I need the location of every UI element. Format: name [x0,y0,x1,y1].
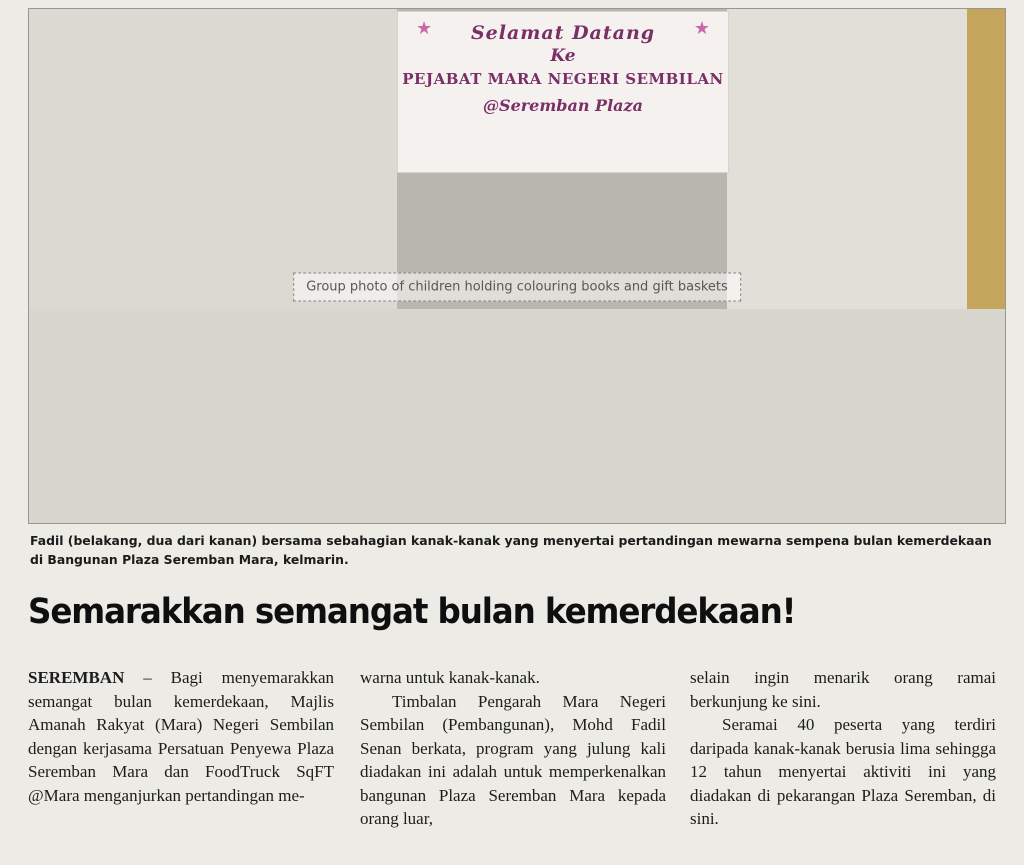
column-3-paragraph-1: selain ingin menarik orang ramai berkunjung ke sini. [690,668,996,711]
column-3-paragraph-2: Seramai 40 peserta yang terdiri daripada kanak-kanak berusia lima sehingga 12 tahun menyertai aktiviti ini yang diadakan di pekarangan Plaza Seremban, di sini. [690,715,996,828]
photo-wall-left [29,9,397,309]
photo-caption: Fadil (belakang, dua dari kanan) bersama sebahagian kanak-kanak yang menyertai pertandingan mewarna sempena bulan kemerdekaan di Bangunan Plaza Seremban Mara, kelmarin. [30,533,992,567]
article-column-2 [360,666,666,831]
banner-line-4: @Seremban Plaza [483,96,643,115]
dateline-dash: – [124,668,171,687]
photo-pillar [967,9,1005,329]
star-icon: ★ [693,18,710,39]
welcome-banner [397,11,729,173]
photo-wall-right [727,9,967,309]
article-headline: Semarakkan semangat bulan kemerdekaan! [28,592,796,632]
photo-placeholder-label: Group photo of children holding colouring books and gift baskets [293,272,741,301]
banner-line-2: Ke [550,46,576,66]
column-1-text: Bagi menyemarakkan semangat bulan kemerdekaan, Majlis Amanah Rakyat (Mara) Negeri Sembilan dengan kerjasama Persatuan Penyewa Plaza Seremban Mara dan FoodTruck SqFT @Mara menganjurkan pertandingan me- [28,668,334,805]
dateline: SEREMBAN [28,668,125,687]
column-2-paragraph-2: Timbalan Pengarah Mara Negeri Sembilan (Pembangunan), Mohd Fadil Senan berkata, program yang julung kali diadakan ini adalah untuk memperkenalkan bangunan Plaza Seremban Mara kepada orang luar, [360,691,666,828]
column-2-paragraph-1: warna untuk kanak-kanak. [360,668,540,687]
banner-line-3: PEJABAT MARA NEGERI SEMBILAN [402,70,724,88]
article-column-3 [690,666,996,831]
news-photo [28,8,1006,524]
photo-floor [29,309,1005,523]
banner-line-1: Selamat Datang [470,22,656,44]
article-column-1 [28,666,334,807]
star-icon: ★ [416,18,433,39]
